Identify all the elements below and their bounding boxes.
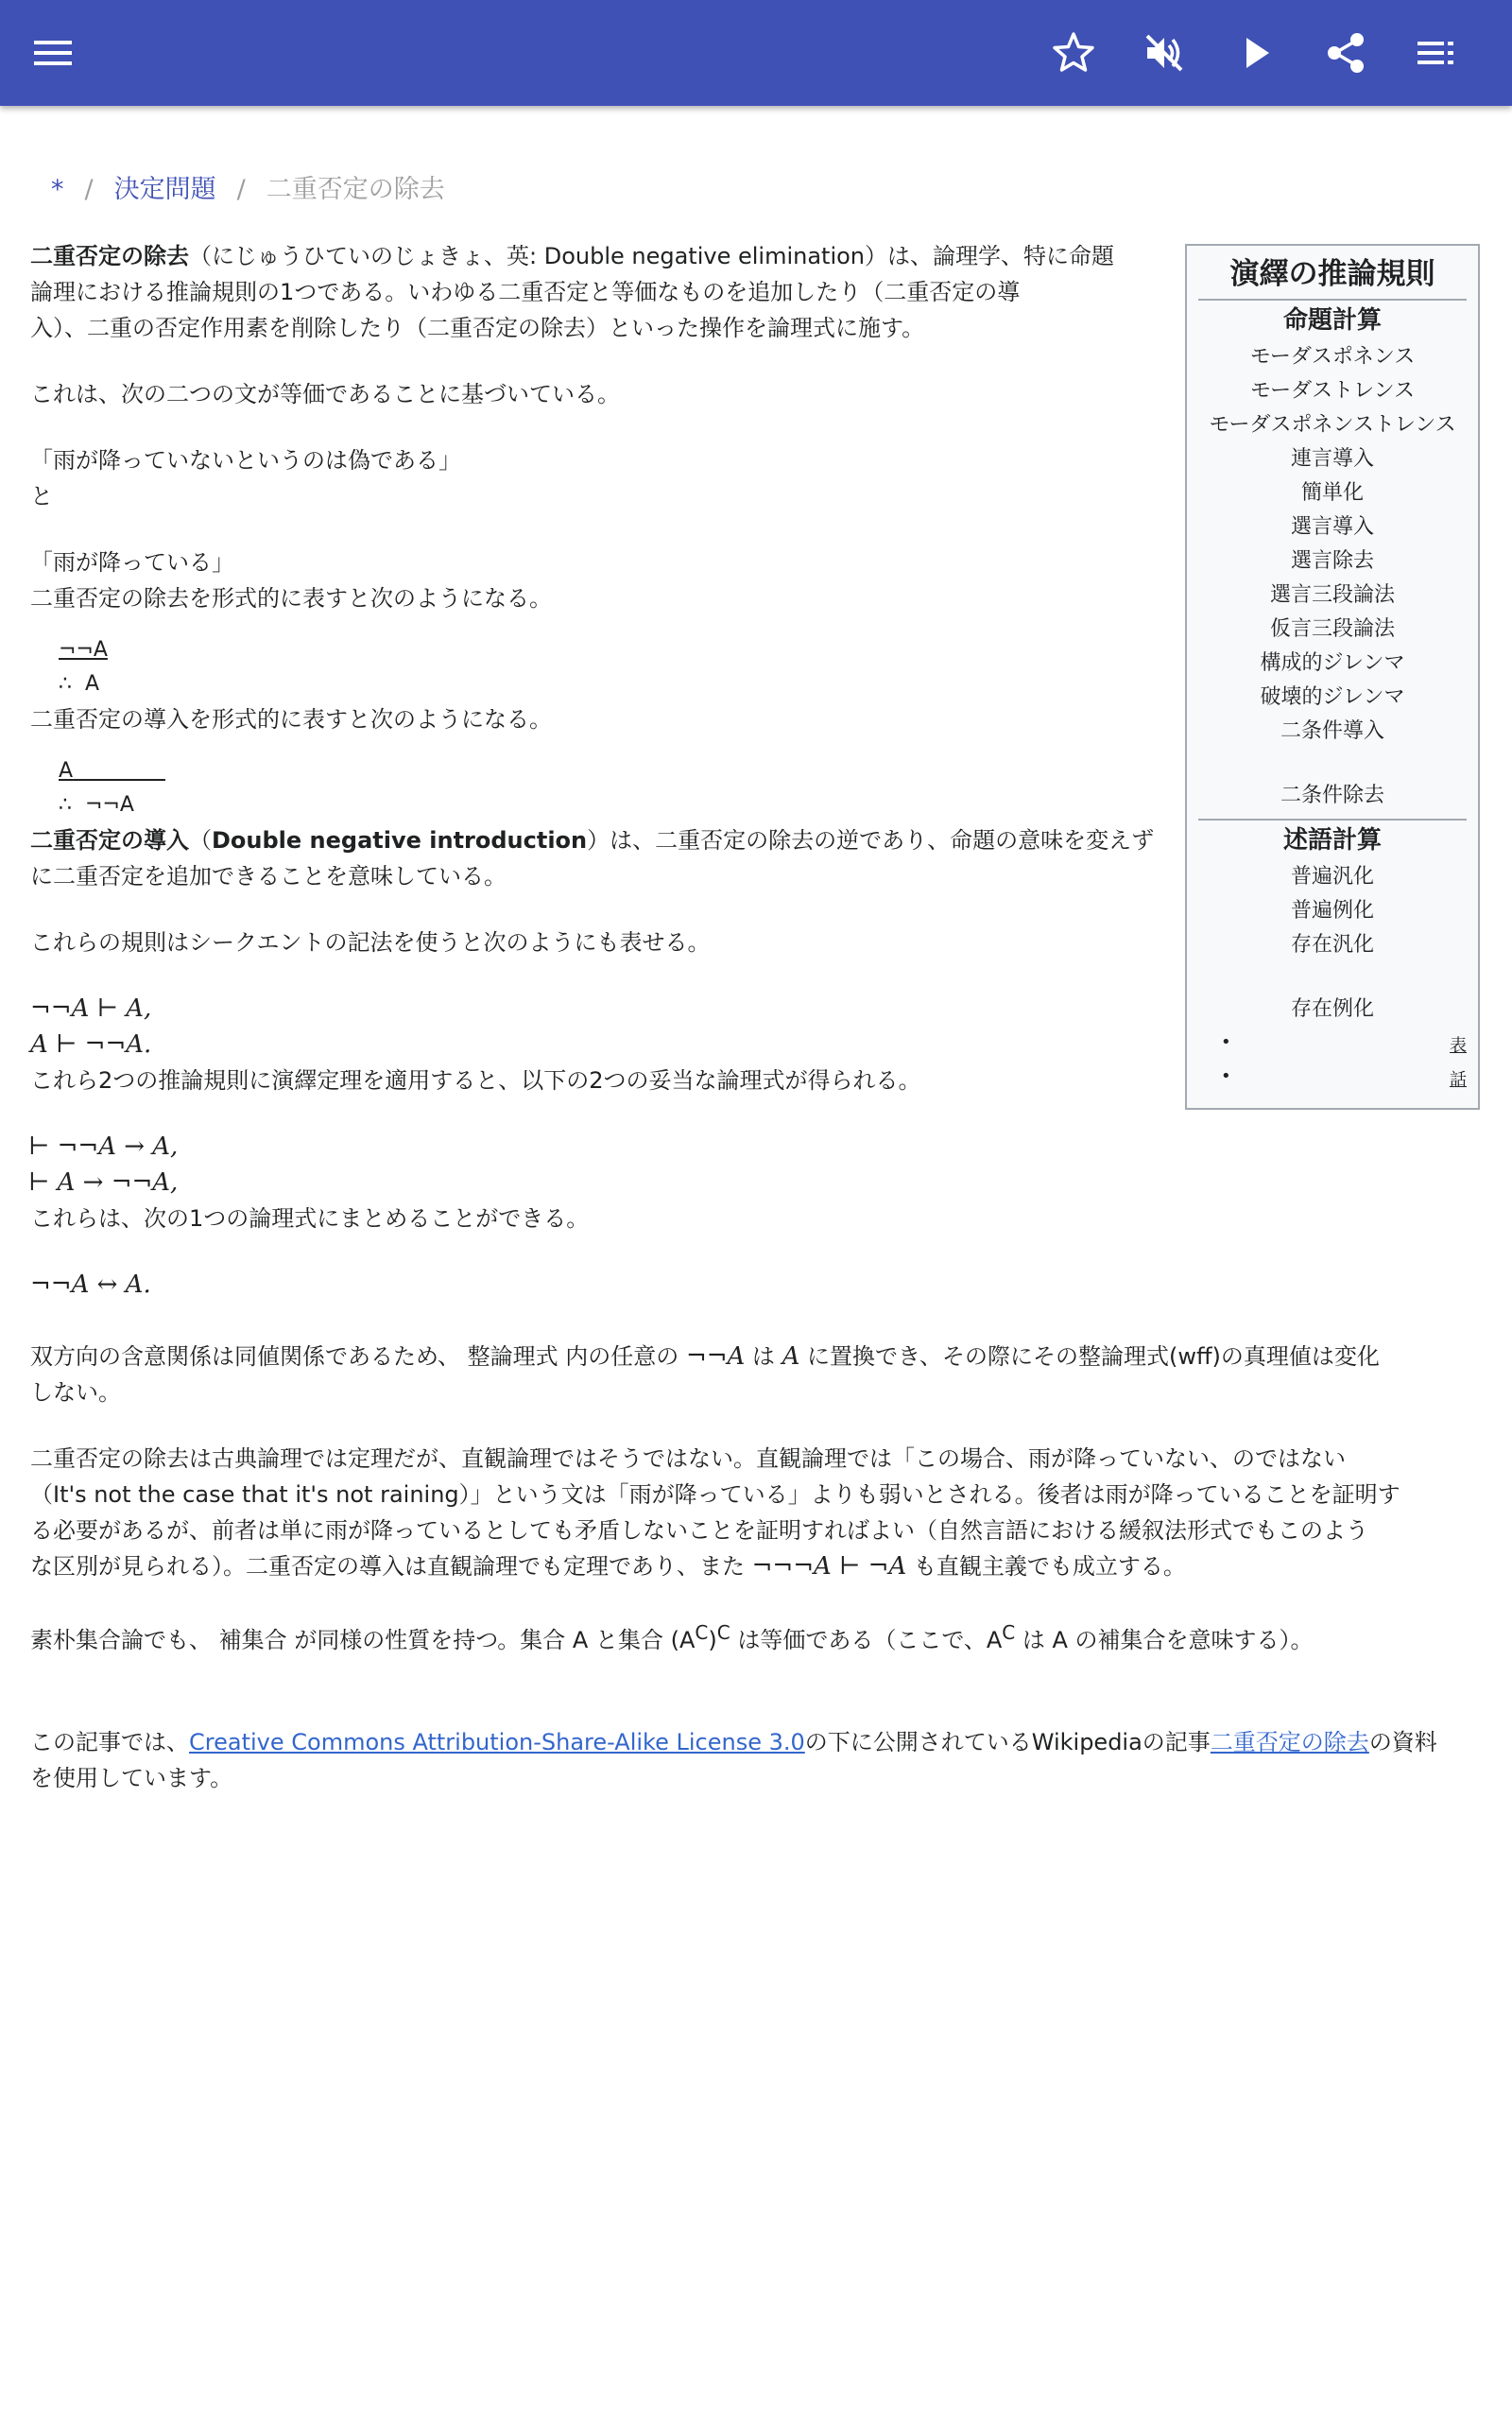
proof-elimination: ¬¬A ∴ A: [59, 633, 1164, 701]
formula: ¬¬A ⊢ A,: [30, 994, 152, 1023]
play-icon[interactable]: [1228, 26, 1281, 79]
breadcrumb-current: 二重否定の除去: [266, 175, 445, 204]
proof-conclusion: ¬¬A: [85, 793, 134, 817]
breadcrumb-separator: /: [236, 175, 246, 204]
infobox-section-predicate: 述語計算: [1198, 819, 1467, 856]
breadcrumb-separator: /: [84, 175, 94, 204]
paragraph: これは、次の二つの文が等価であることに基づいている。: [30, 381, 620, 407]
breadcrumb-parent[interactable]: 決定問題: [113, 175, 216, 204]
proof-premise: A: [59, 759, 74, 783]
paragraph: 二重否定の除去は古典論理では定理だが、直観論理ではそうではない。直観論理では「この場合、雨が降っていない、のではない （It's not the case that it's not raining）」という文は「雨が降っている」よりも弱いとされる。後者は雨が降っていることを証明す る必要があるが、前者は単に雨が降っているとしても矛盾しないことを証明すればよい（自然言語における緩叙法形式でもこのよう な区別が見られる）。二重否定の導入は直観論理でも定理であり、また ¬¬¬A ⊢ ¬A も直観主義でも成立する。: [30, 1445, 1400, 1581]
breadcrumb: [51, 168, 445, 205]
paragraph: 二重否定の導入（Double negative introduction）は、二重否定の除去の逆であり、命題の意味を変えず に二重否定を追加できることを意味している。: [30, 827, 1155, 890]
infobox-item[interactable]: 簡単化: [1300, 481, 1364, 505]
star-icon[interactable]: [1047, 26, 1100, 79]
license-link[interactable]: Creative Commons Attribution-Share-Alike License 3.0: [189, 1729, 805, 1755]
article-body: [30, 238, 1164, 1303]
infobox-footer: • 表 • 話: [1221, 1032, 1467, 1090]
paragraph: 二重否定の導入を形式的に表すと次のようになる。: [30, 706, 552, 733]
paragraph: これら2つの推論規則に演繹定理を適用すると、以下の2つの妥当な論理式が得られる。: [30, 1067, 921, 1094]
paragraph: これらは、次の1つの論理式にまとめることができる。: [30, 1205, 590, 1232]
playlist-icon[interactable]: [1410, 26, 1463, 79]
paragraph: 「雨が降っていないというのは偽である」 と: [30, 447, 461, 510]
paragraph: 素朴集合論でも、 補集合 が同様の性質を持つ。集合 A と集合 $(A^C)^C$ は等価である（ここで、$A^C$ は A の補集合を意味する）。: [30, 1621, 1314, 1653]
infobox-item[interactable]: モーダスポネンストレンス: [1209, 413, 1456, 437]
infobox-item[interactable]: 選言三段論法: [1269, 583, 1395, 607]
proof-premise: ¬¬A: [59, 638, 108, 662]
infobox-item[interactable]: モーダストレンス: [1250, 379, 1415, 403]
paragraph: 双方向の含意関係は同値関係であるため、 整論理式 内の任意の ¬¬A は A に置換でき、その際にその整論理式(wff)の真理値は変化 しない。: [30, 1342, 1380, 1406]
infobox-section-propositional: 命題計算: [1198, 299, 1467, 337]
share-icon[interactable]: [1319, 26, 1372, 79]
infobox-item[interactable]: 存在例化: [1290, 997, 1374, 1021]
infobox-item[interactable]: 二条件除去: [1280, 784, 1384, 807]
paragraph: これらの規則はシークエントの記法を使うと次のようにも表せる。: [30, 929, 711, 956]
infobox-item[interactable]: 連言導入: [1290, 447, 1374, 471]
infobox-item[interactable]: 存在汎化: [1290, 933, 1374, 957]
formula: ⊢ ¬¬A → A,: [28, 1132, 179, 1161]
proof-conclusion: A: [85, 672, 100, 696]
infobox-item[interactable]: モーダスポネンス: [1249, 345, 1416, 369]
infobox: [1185, 244, 1480, 1110]
proof-introduction: A ∴ ¬¬A: [59, 759, 134, 817]
intro-paragraph: 二重否定の除去（にじゅうひていのじょきょ、英: Double negative elimination）は、論理学、特に命題 論理における推論規則の1つである。いわゆる二重否定と等価なものを追加したり（二重否定の導 入）、二重の否定作用素を削除したり（二重否定の除去）といった操作を論理式に施す。: [30, 243, 1115, 341]
formula: A ⊢ ¬¬A.: [30, 1030, 152, 1059]
formula: ⊢ A → ¬¬A,: [28, 1168, 179, 1197]
menu-icon[interactable]: [26, 26, 79, 79]
infobox-item[interactable]: 構成的ジレンマ: [1260, 651, 1405, 675]
infobox-list: [1187, 340, 1478, 749]
infobox-item[interactable]: 二条件導入: [1280, 719, 1384, 743]
sequent-formulas: [30, 991, 1164, 1063]
article-body-full: [30, 1339, 1486, 1826]
infobox-item[interactable]: 選言除去: [1290, 549, 1374, 573]
infobox-item[interactable]: 仮言三段論法: [1269, 617, 1395, 641]
paragraph: 「雨が降っている」 二重否定の除去を形式的に表すと次のようになる。: [30, 549, 552, 612]
license-notice: この記事では、Creative Commons Attribution-Share-Alike License 3.0の下に公開されているWikipediaの記事二重否定の除去の資料 を使用しています。: [30, 1729, 1437, 1791]
breadcrumb-home[interactable]: *: [51, 175, 64, 204]
infobox-title: 演繹の推論規則: [1229, 257, 1435, 291]
talk-link[interactable]: 話: [1450, 1070, 1467, 1090]
app-bar: [0, 0, 1512, 106]
volume-off-icon[interactable]: [1138, 26, 1191, 79]
term-bold: 二重否定の除去: [30, 243, 189, 269]
view-template-link[interactable]: 表: [1450, 1036, 1467, 1056]
source-article-link[interactable]: 二重否定の除去: [1210, 1729, 1369, 1755]
infobox-list: [1187, 860, 1478, 962]
infobox-item[interactable]: 選言導入: [1290, 515, 1374, 539]
formula: ¬¬A ↔ A.: [30, 1270, 151, 1299]
infobox-item[interactable]: 普遍例化: [1290, 899, 1374, 923]
infobox-item[interactable]: 普遍汎化: [1290, 865, 1374, 889]
theorem-formulas: [28, 1129, 1164, 1201]
infobox-item[interactable]: 破壊的ジレンマ: [1260, 685, 1405, 709]
